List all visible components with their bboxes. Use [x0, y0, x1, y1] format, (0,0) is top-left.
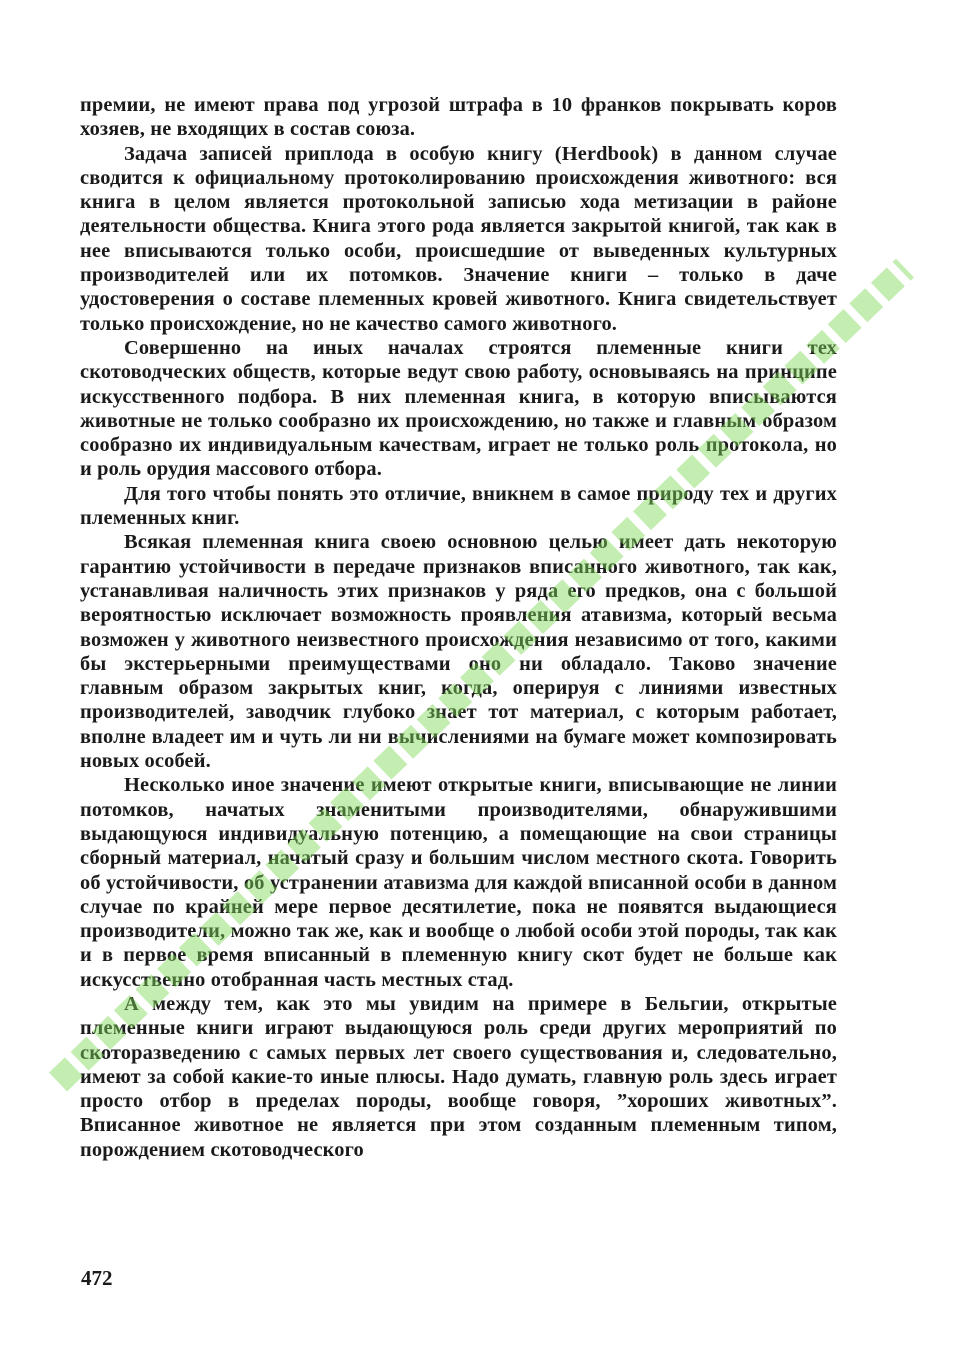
- paragraph-artificial-selection: Совершенно на иных началах строятся племенные книги тех скотоводческих обществ, которые ведут свою работу, основываясь на принципе искусственного подбора. В них племенная книга, в которую вписываются животные не только сообразно их происхождению, но также и главным образом сообразно их индивидуальным качествам, играет не только роль протокола, но и роль орудия массового отбора.: [80, 336, 837, 481]
- paragraph-belgium: А между тем, как это мы увидим на примере в Бельгии, открытые племенные книги играют выдающуюся роль среди других мероприятий по скоторазведению с самых первых лет своего существования и, следовательно, имеют за собой какие-то иные плюсы. Надо думать, главную роль здесь играет просто отбор в пределах породы, вообще говоря, ”хороших животных”. Вписанное животное не является при этом созданным племенным типом, порождением скотоводческого: [80, 992, 837, 1161]
- paragraph-herdbook-task: Задача записей приплода в особую книгу (Herdbook) в данном случае сводится к официальному протоколированию происхождения животного: вся книга в целом является протокольной записью хода метизации в районе деятельности общества. Книга этого рода является закрытой книгой, так как в нее вписываются только особи, происшедшие от выведенных культурных производителей или их потомков. Значение книги – только в даче удостоверения о составе племенных кровей животного. Книга свидетельствует только происхождение, но не качество самого животного.: [80, 142, 837, 335]
- page-number: 472: [81, 1266, 113, 1290]
- paragraph-open-books: Несколько иное значение имеют открытые книги, вписывающие не линии потомков, начатых знаменитыми производителями, обнаружившими выдающуюся индивидуальную потенцию, а помещающие на свои страницы сборный материал, начатый сразу и большим числом местного скота. Говорить об устойчивости, об устранении атавизма для каждой вписанной особи в данном случае по крайней мере первое десятилетие, пока не появятся выдающиеся производители, можно так же, как и вообще о любой особи этой породы, так как и в первое время вписанный в племенную книгу скот будет не больше как искусственно отобранная часть местных стад.: [80, 774, 837, 991]
- body-text: [80, 93, 837, 1162]
- paragraph-continuation: премии, не имеют права под угрозой штрафа в 10 франков покрывать коров хозяев, не входящих в состав союза.: [80, 94, 837, 141]
- paragraph-stud-book-purpose: Всякая племенная книга своею основною целью имеет дать некоторую гарантию устойчивости в передаче признаков вписанного животного, так как, устанавливая наличность этих признаков у ряда его предков, она с большой вероятностью исключает возможность проявления атавизма, который весьма возможен у животного неизвестного происхождения независимо от того, какими бы экстерьерными преимуществами оно ни обладало. Таково значение главным образом закрытых книг, когда, оперируя с линиями известных производителей, заводчик глубоко знает тот материал, с которым работает, вполне владеет им и чуть ли ни вычислениями на бумаге может композировать новых особей.: [80, 531, 837, 773]
- paragraph-difference: Для того чтобы понять это отличие, вникнем в самое природу тех и других племенных книг.: [80, 482, 837, 530]
